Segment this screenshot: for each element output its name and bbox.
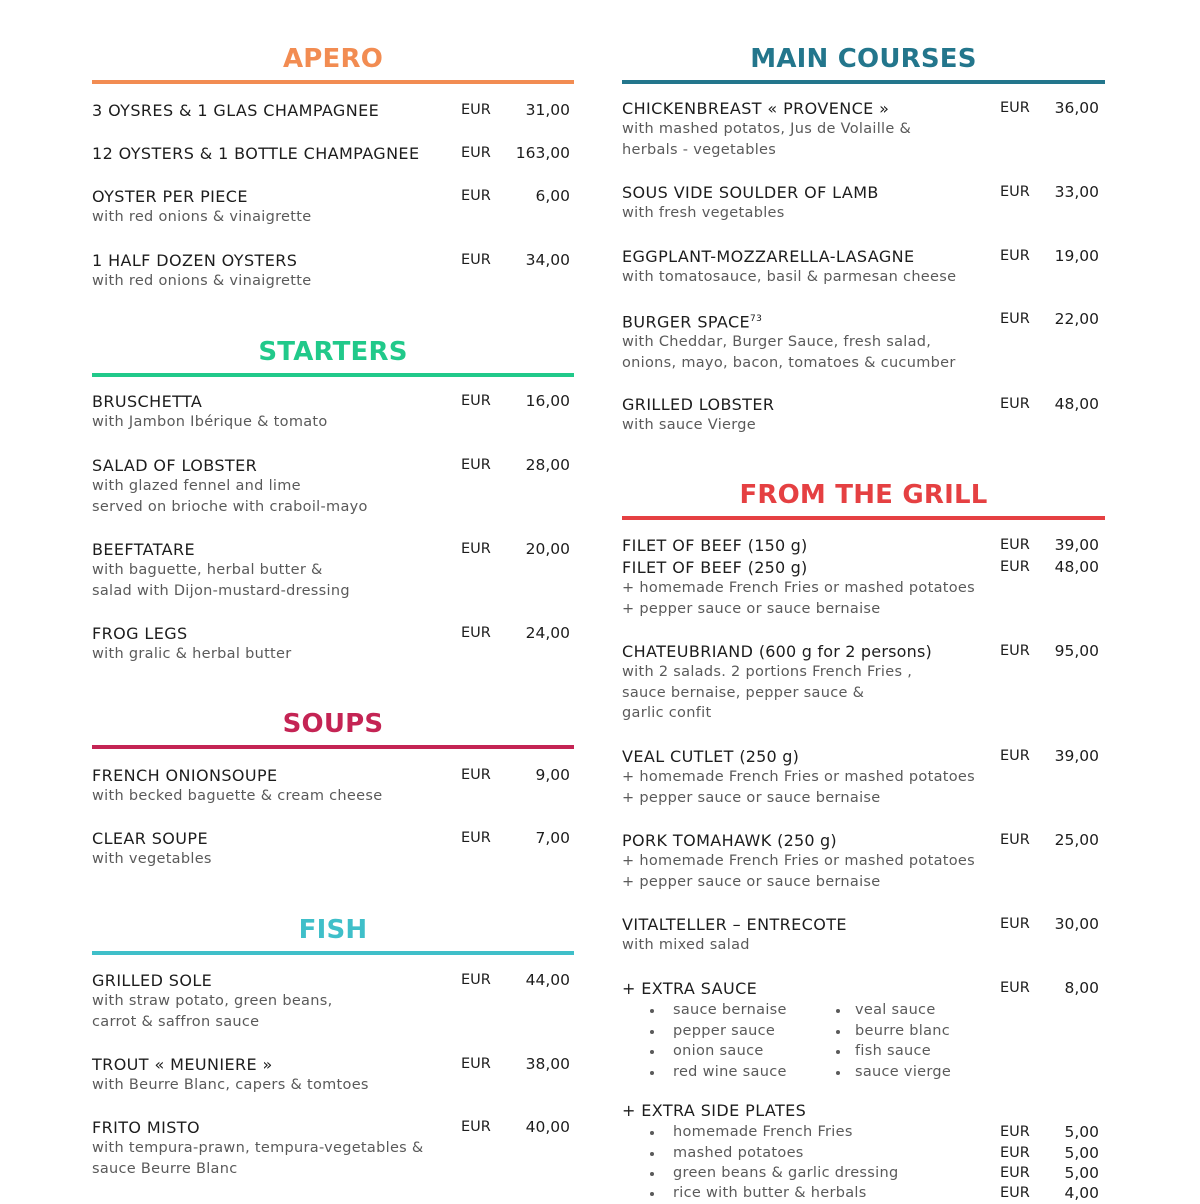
side-option: homemade French Fries [673, 1124, 853, 1140]
item-price: 34,00 [525, 251, 570, 269]
item-price: 19,00 [1054, 247, 1099, 265]
side-option: mashed potatoes [673, 1145, 804, 1161]
menu-item [92, 828, 574, 870]
item-price: 8,00 [1064, 979, 1099, 997]
section-apero [92, 42, 574, 84]
item-description: herbals - vegetables [622, 141, 777, 158]
item-name-suffix: (250 g) [739, 747, 800, 766]
item-name: CHICKENBREAST « PROVENCE » [622, 99, 890, 118]
item-currency: EUR [1000, 643, 1030, 659]
item-price: 163,00 [515, 144, 570, 162]
item-name-wrap [622, 535, 1105, 556]
menu-item [92, 623, 574, 665]
section-title-soups: SOUPS [282, 709, 384, 739]
item-name: OYSTER PER PIECE [92, 187, 248, 206]
menu-item [622, 641, 1105, 724]
item-price: 33,00 [1054, 183, 1099, 201]
section-divider [92, 373, 574, 377]
bullet-icon [836, 1009, 840, 1013]
item-description: with fresh vegetables [622, 205, 785, 221]
item-name-suffix: (250 g) [747, 558, 808, 577]
item-currency: EUR [461, 625, 491, 641]
item-name: SOUS VIDE SOULDER OF LAMB [622, 183, 879, 202]
item-price: 4,00 [1064, 1184, 1099, 1202]
item-price: 30,00 [1054, 915, 1099, 933]
item-currency: EUR [1000, 980, 1030, 996]
item-name: VEAL CUTLET [622, 747, 734, 766]
menu-item [622, 914, 1105, 956]
item-price: 44,00 [525, 971, 570, 989]
item-name: EGGPLANT-MOZZARELLA-LASAGNE [622, 247, 915, 266]
item-currency: EUR [461, 145, 491, 161]
item-currency: EUR [1000, 248, 1030, 264]
item-price: 24,00 [525, 624, 570, 642]
item-name: + EXTRA SIDE PLATES [622, 1101, 807, 1120]
item-price: 48,00 [1054, 395, 1099, 413]
item-price: 36,00 [1054, 99, 1099, 117]
item-currency: EUR [461, 541, 491, 557]
item-name-suffix: (600 g for 2 persons) [758, 642, 932, 661]
item-currency: EUR [461, 830, 491, 846]
item-name: BRUSCHETTA [92, 392, 203, 411]
item-name: FRENCH ONIONSOUPE [92, 766, 278, 785]
item-currency: EUR [1000, 311, 1030, 327]
item-name-wrap [622, 746, 1105, 767]
item-description: with Beurre Blanc, capers & tomtoes [92, 1077, 369, 1093]
item-name: SALAD OF LOBSTER [92, 456, 258, 475]
section-fish [92, 913, 574, 955]
item-description: + pepper sauce or sauce bernaise [622, 873, 881, 890]
item-currency: EUR [1000, 916, 1030, 932]
menu-item [92, 539, 574, 601]
item-price: 28,00 [525, 456, 570, 474]
item-currency: EUR [461, 1119, 491, 1135]
menu-item [92, 100, 574, 121]
item-price: 25,00 [1054, 831, 1099, 849]
section-divider [92, 951, 574, 955]
bullet-icon [650, 1071, 654, 1075]
item-price: 38,00 [525, 1055, 570, 1073]
item-price: 9,00 [535, 766, 570, 784]
section-divider [92, 80, 574, 84]
item-currency: EUR [461, 188, 491, 204]
menu-item [622, 182, 1105, 224]
item-name: + EXTRA SAUCE [622, 979, 758, 998]
item-name: BEEFTATARE [92, 540, 196, 559]
item-description: with Cheddar, Burger Sauce, fresh salad, [622, 334, 932, 351]
item-name: TROUT « MEUNIERE » [92, 1055, 273, 1074]
bullet-icon [650, 1050, 654, 1054]
item-price: 40,00 [525, 1118, 570, 1136]
sauce-option: fish sauce [855, 1043, 932, 1059]
section-divider [92, 745, 574, 749]
item-price: 16,00 [525, 392, 570, 410]
item-currency: EUR [1000, 559, 1030, 575]
item-name-wrap [622, 641, 1105, 662]
item-price: 22,00 [1054, 310, 1099, 328]
menu-item [92, 765, 574, 807]
item-description: with mashed potatos, Jus de Volaille & [622, 121, 912, 137]
menu-item [622, 830, 1105, 892]
section-title-fish: FISH [298, 915, 368, 945]
item-currency: EUR [1000, 1185, 1030, 1201]
menu-item-extra-sauce [622, 978, 1105, 1083]
item-name: CLEAR SOUPE [92, 829, 208, 848]
item-name-wrap [622, 309, 1105, 332]
menu-item [92, 250, 574, 292]
item-name-wrap [622, 557, 1105, 578]
item-price: 48,00 [1054, 558, 1099, 576]
item-currency: EUR [1000, 832, 1030, 848]
item-name: GRILLED SOLE [92, 971, 213, 990]
item-description: served on brioche with craboil-mayo [92, 498, 368, 515]
item-currency: EUR [1000, 100, 1030, 116]
item-currency: EUR [1000, 748, 1030, 764]
item-description: with gralic & herbal butter [92, 646, 292, 662]
section-divider [622, 80, 1105, 84]
item-description: onions, mayo, bacon, tomatoes & cucumber [622, 354, 956, 371]
item-description: with red onions & vinaigrette [92, 273, 312, 289]
item-description: with sauce Vierge [622, 417, 756, 433]
sauce-option: red wine sauce [673, 1064, 787, 1080]
menu-item [92, 1054, 574, 1096]
item-name: PORK TOMAHAWK [622, 831, 772, 850]
section-title-starters: STARTERS [258, 337, 408, 367]
item-currency: EUR [461, 767, 491, 783]
item-name: BURGER SPACE [622, 312, 751, 332]
item-price: 31,00 [525, 101, 570, 119]
item-name: 3 OYSRES & 1 GLAS CHAMPAGNEE [92, 101, 380, 120]
menu-item [92, 186, 574, 228]
item-description: + homemade French Fries or mashed potatoes [622, 580, 975, 596]
menu-item [622, 746, 1105, 808]
item-description: with straw potato, green beans, [92, 993, 333, 1009]
item-name: GRILLED LOBSTER [622, 395, 775, 414]
item-description: with tomatosauce, basil & parmesan cheese [622, 269, 957, 285]
sauce-option: beurre blanc [855, 1023, 951, 1039]
bullet-icon [650, 1152, 654, 1156]
item-currency: EUR [461, 1056, 491, 1072]
menu-item-extra-side-plates [622, 1100, 1105, 1200]
bullet-icon [650, 1172, 654, 1176]
item-price: 95,00 [1054, 642, 1099, 660]
menu-item [92, 1117, 574, 1179]
section-divider [622, 516, 1105, 520]
item-description: carrot & saffron sauce [92, 1013, 260, 1030]
item-currency: EUR [1000, 537, 1030, 553]
item-currency: EUR [1000, 184, 1030, 200]
item-price: 20,00 [525, 540, 570, 558]
bullet-icon [650, 1131, 654, 1135]
bullet-icon [650, 1030, 654, 1034]
sauce-option: sauce bernaise [673, 1002, 787, 1018]
item-name-suffix: (250 g) [777, 831, 837, 850]
section-main-courses [622, 42, 1105, 84]
bullet-icon [650, 1192, 654, 1196]
item-currency: EUR [461, 457, 491, 473]
section-from-the-grill [622, 478, 1105, 520]
section-title-grill: FROM THE GRILL [739, 480, 988, 510]
item-name: FROG LEGS [92, 624, 188, 643]
item-price: 7,00 [535, 829, 570, 847]
item-description: + homemade French Fries or mashed potatoes [622, 853, 975, 869]
sauce-option: veal sauce [855, 1002, 936, 1018]
item-description: with red onions & vinaigrette [92, 209, 312, 225]
sauce-option: pepper sauce [673, 1023, 776, 1039]
menu-item [622, 246, 1105, 288]
item-description: sauce bernaise, pepper sauce & [622, 684, 865, 701]
item-price: 5,00 [1064, 1123, 1099, 1141]
item-price: 5,00 [1064, 1144, 1099, 1162]
menu-item [622, 98, 1105, 160]
item-description: with Jambon Ibérique & tomato [92, 414, 328, 430]
item-currency: EUR [1000, 1165, 1030, 1181]
section-starters [92, 335, 574, 377]
item-currency: EUR [461, 252, 491, 268]
item-description: + pepper sauce or sauce bernaise [622, 789, 881, 806]
item-description: with baguette, herbal butter & [92, 562, 323, 578]
section-soups [92, 707, 574, 749]
item-name: FILET OF BEEF [622, 536, 743, 555]
item-name: FILET OF BEEF [622, 558, 743, 577]
item-name: 12 OYSTERS & 1 BOTTLE CHAMPAGNEE [92, 144, 420, 163]
menu-item [92, 455, 574, 517]
item-name-suffix: (150 g) [747, 536, 808, 555]
item-description: with tempura-prawn, tempura-vegetables & [92, 1140, 424, 1156]
item-currency: EUR [1000, 1124, 1030, 1140]
side-option: green beans & garlic dressing [673, 1165, 899, 1181]
item-currency: EUR [461, 972, 491, 988]
item-name: 1 HALF DOZEN OYSTERS [92, 251, 298, 270]
item-name: CHATEUBRIAND [622, 642, 754, 661]
item-description: with 2 salads. 2 portions French Fries , [622, 664, 913, 680]
item-price: 6,00 [535, 187, 570, 205]
menu-item [92, 143, 574, 164]
bullet-icon [650, 1009, 654, 1013]
section-title-apero: APERO [282, 44, 384, 74]
item-description: with glazed fennel and lime [92, 478, 301, 494]
item-description: with vegetables [92, 851, 212, 867]
menu-item [92, 970, 574, 1032]
menu-item [622, 394, 1105, 436]
item-price: 39,00 [1054, 536, 1099, 554]
bullet-icon [836, 1030, 840, 1034]
sauce-option: onion sauce [673, 1043, 764, 1059]
side-option: rice with butter & herbals [673, 1185, 867, 1201]
menu-item [92, 391, 574, 433]
item-description: with becked baguette & cream cheese [92, 788, 383, 804]
menu-item-filet-of-beef [622, 535, 1105, 619]
item-description: salad with Dijon-mustard-dressing [92, 582, 350, 599]
bullet-icon [836, 1071, 840, 1075]
item-currency: EUR [461, 102, 491, 118]
menu-item [622, 309, 1105, 373]
item-description: with mixed salad [622, 937, 750, 953]
section-title-main-courses: MAIN COURSES [750, 44, 977, 74]
item-description: sauce Beurre Blanc [92, 1160, 238, 1177]
item-currency: EUR [461, 393, 491, 409]
item-price: 39,00 [1054, 747, 1099, 765]
item-currency: EUR [1000, 1145, 1030, 1161]
item-name-superscript: 73 [750, 314, 763, 324]
bullet-icon [836, 1050, 840, 1054]
item-currency: EUR [1000, 396, 1030, 412]
item-name-wrap [622, 830, 1105, 851]
item-price: 5,00 [1064, 1164, 1099, 1182]
item-name: FRITO MISTO [92, 1118, 200, 1137]
sauce-option: sauce vierge [855, 1064, 952, 1080]
item-name: VITALTELLER – ENTRECOTE [622, 915, 847, 934]
item-description: garlic confit [622, 705, 712, 721]
item-description: + pepper sauce or sauce bernaise [622, 600, 881, 617]
item-description: + homemade French Fries or mashed potatoes [622, 769, 975, 785]
